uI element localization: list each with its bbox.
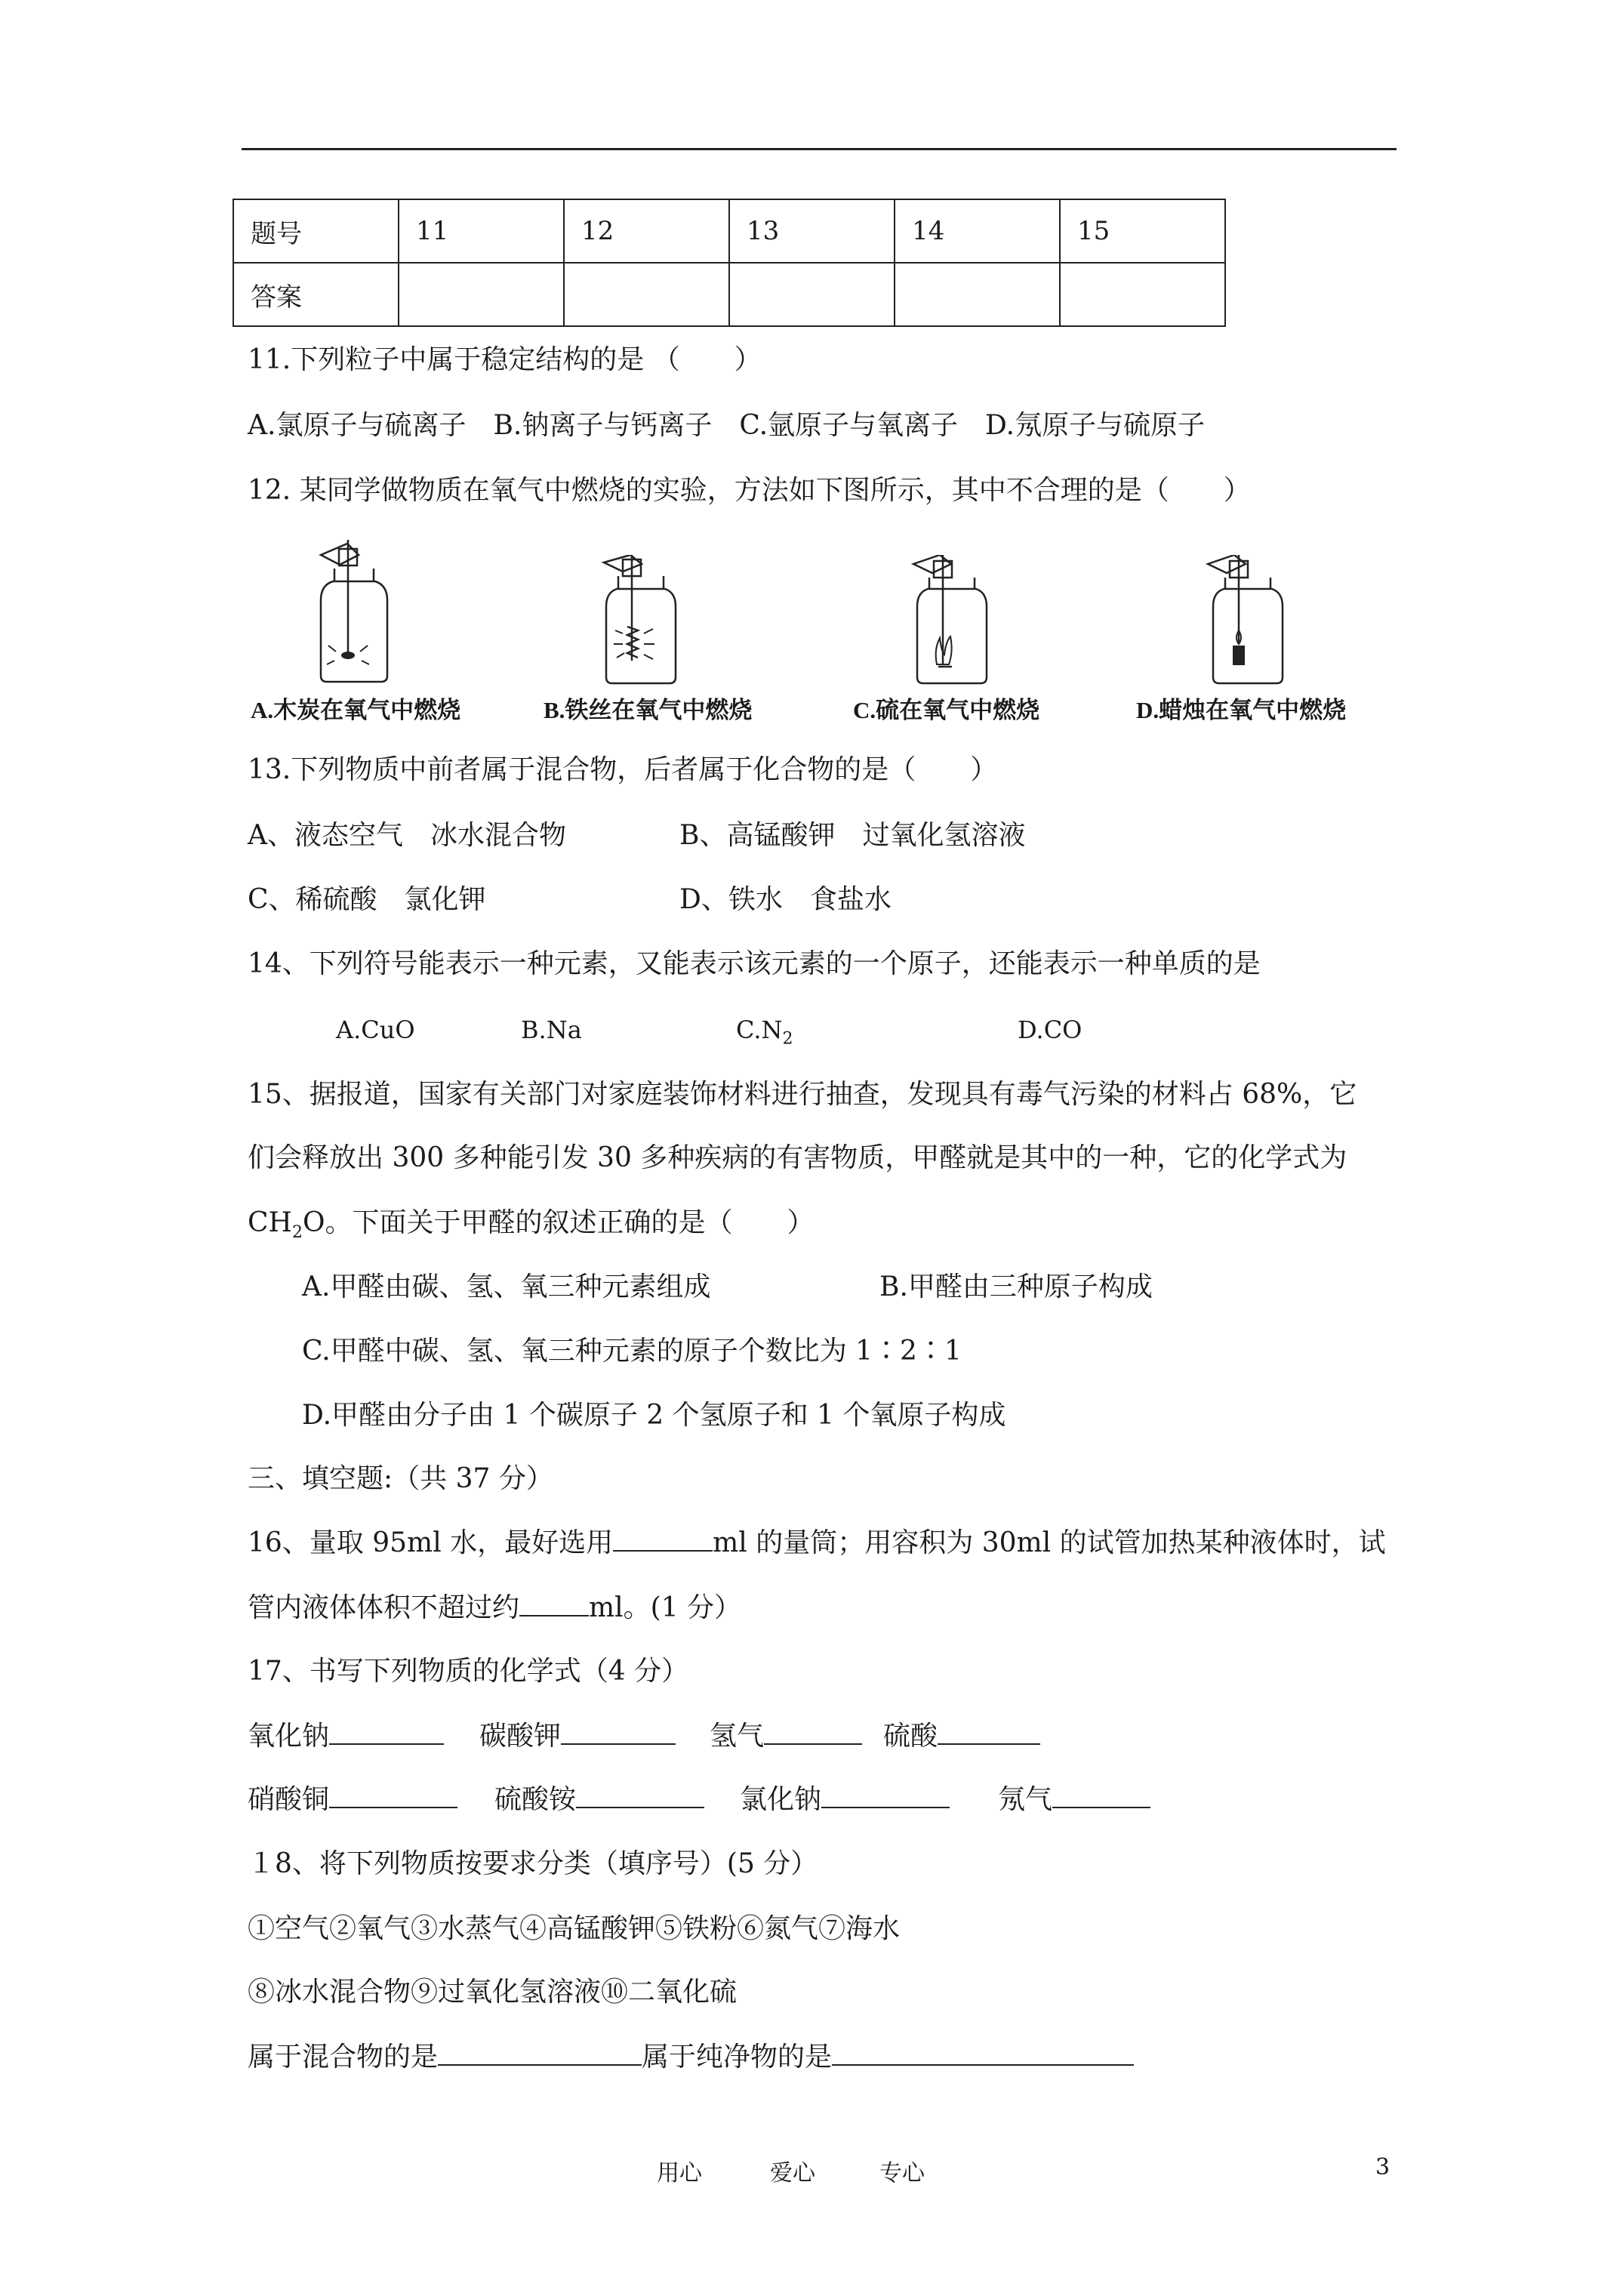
answer-cell[interactable] <box>564 263 729 326</box>
footer-motto-1: 用心 <box>657 2160 702 2187</box>
q13-option-a: A、液态空气 冰水混合物 <box>248 820 566 851</box>
compound-label: 氢气 <box>710 1721 765 1752</box>
q14-stem: 14、下列符号能表示一种元素，又能表示该元素的一个原子，还能表示一种单质的是 <box>248 948 1261 979</box>
iron-wire-bottle-figure <box>600 555 691 687</box>
charcoal-bottle-figure <box>306 540 396 687</box>
sulfur-bottle-figure <box>910 555 1000 687</box>
q17-item <box>479 1720 676 1753</box>
q16-line2 <box>248 1592 741 1625</box>
q15-option-c: C.甲醛中碳、氢、氧三种元素的原子个数比为 1∶2∶1 <box>302 1336 962 1367</box>
q13-option-b: B、高锰酸钾 过氧化氢溶液 <box>679 820 1026 851</box>
q13-stem: 13.下列物质中前者属于混合物，后者属于化合物的是（ ） <box>248 754 998 785</box>
table-cell: 14 <box>895 199 1060 263</box>
answer-blank[interactable] <box>576 1784 704 1808</box>
compound-label: 硫酸铵 <box>494 1784 577 1815</box>
answer-blank[interactable] <box>438 2042 642 2066</box>
table-row <box>233 199 1225 263</box>
q17-item <box>494 1783 704 1817</box>
answer-blank[interactable] <box>329 1721 444 1745</box>
table-cell: 15 <box>1060 199 1225 263</box>
answer-blank[interactable] <box>519 1592 589 1616</box>
q17-item <box>998 1783 1150 1817</box>
figure-caption-b: B.铁丝在氧气中燃烧 <box>544 697 753 723</box>
answer-blank[interactable] <box>764 1721 862 1745</box>
answer-blank[interactable] <box>938 1721 1040 1745</box>
table-cell: 题号 <box>233 199 399 263</box>
q18-list-2: ⑧冰水混合物⑨过氧化氢溶液⑩二氧化硫 <box>248 1977 738 2008</box>
table-cell: 11 <box>399 199 564 263</box>
figure-caption-d: D.蜡烛在氧气中燃烧 <box>1136 697 1347 723</box>
answer-blank[interactable] <box>832 2042 1134 2066</box>
answer-cell[interactable] <box>399 263 564 326</box>
q15-line1: 15、据报道，国家有关部门对家庭装饰材料进行抽查，发现具有毒气污染的材料占 68%，它 <box>248 1079 1357 1110</box>
q11-stem: 11.下列粒子中属于稳定结构的是 （ ） <box>248 344 762 375</box>
answer-cell[interactable] <box>729 263 895 326</box>
q15-line3-text: O。下面关于甲醛的叙述正确的是（ ） <box>302 1207 815 1238</box>
q17-item <box>248 1783 457 1817</box>
table-cell: 13 <box>729 199 895 263</box>
q17-item <box>248 1720 444 1753</box>
footer-motto-3: 专心 <box>879 2160 925 2187</box>
table-cell: 12 <box>564 199 729 263</box>
q15-option-b: B.甲醛由三种原子构成 <box>879 1271 1153 1302</box>
answer-cell[interactable] <box>895 263 1060 326</box>
candle-bottle-figure <box>1204 555 1295 687</box>
answer-blank[interactable] <box>613 1527 713 1552</box>
answer-table <box>233 199 1226 327</box>
q18-list-1: ①空气②氧气③水蒸气④高锰酸钾⑤铁粉⑥氮气⑦海水 <box>248 1913 901 1944</box>
figure-caption-a: A.木炭在氧气中燃烧 <box>251 697 461 723</box>
q18-answer-line <box>248 2041 1134 2074</box>
formula-text: CH <box>248 1207 292 1238</box>
answer-blank[interactable] <box>329 1784 457 1808</box>
mixture-label: 属于混合物的是 <box>248 2042 439 2073</box>
table-cell: 答案 <box>233 263 399 326</box>
q14-option-c <box>736 1013 793 1056</box>
compound-label: 硝酸铜 <box>248 1784 330 1815</box>
q17-item <box>883 1720 1040 1753</box>
q15-line3 <box>248 1207 814 1250</box>
pure-label: 属于纯净物的是 <box>642 2042 833 2073</box>
page-number: 3 <box>1375 2154 1390 2180</box>
q15-option-d: D.甲醛由分子由 1 个碳原子 2 个氢原子和 1 个氧原子构成 <box>302 1400 1006 1431</box>
q16-text: ml。(1 分） <box>589 1592 742 1623</box>
section-heading: 三、填空题:（共 37 分） <box>248 1463 553 1494</box>
compound-label: 氖气 <box>998 1784 1053 1815</box>
answer-blank[interactable] <box>561 1721 676 1745</box>
compound-label: 硫酸 <box>883 1721 938 1752</box>
q13-option-c: C、稀硫酸 氯化钾 <box>248 884 486 915</box>
answer-cell[interactable] <box>1060 263 1225 326</box>
answer-blank[interactable] <box>821 1784 950 1808</box>
q16-text: 管内液体体积不超过约 <box>248 1592 520 1623</box>
table-row <box>233 263 1225 326</box>
q16-text: ml 的量筒；用容积为 30ml 的试管加热某种液体时，试 <box>713 1527 1386 1558</box>
q14-option-d: D.CO <box>1018 1015 1083 1044</box>
q16-line1 <box>248 1527 1386 1560</box>
q14-option-c-text: C.N <box>736 1015 783 1044</box>
q14-option-a: A.CuO <box>336 1015 415 1044</box>
q13-option-d: D、铁水 食盐水 <box>679 884 892 915</box>
compound-label: 氧化钠 <box>248 1721 330 1752</box>
q17-item <box>710 1720 862 1753</box>
q16-text: 16、量取 95ml 水，最好选用 <box>248 1527 614 1558</box>
q17-stem: 17、书写下列物质的化学式（4 分） <box>248 1656 689 1687</box>
q11-options: A.氯原子与硫离子 B.钠离子与钙离子 C.氩原子与氧离子 D.氖原子与硫原子 <box>248 410 1206 441</box>
q15-line2: 们会释放出 300 多种能引发 30 多种疾病的有害物质，甲醛就是其中的一种，它的化学式为 <box>248 1142 1347 1173</box>
q18-stem: １8、将下列物质按要求分类（填序号）(5 分） <box>248 1848 818 1879</box>
figure-caption-c: C.硫在氧气中燃烧 <box>853 697 1040 723</box>
q12-stem: 12. 某同学做物质在氧气中燃烧的实验，方法如下图所示，其中不合理的是（ ） <box>248 475 1251 506</box>
subscript: 2 <box>782 1029 793 1049</box>
answer-blank[interactable] <box>1052 1784 1150 1808</box>
compound-label: 碳酸钾 <box>479 1721 562 1752</box>
footer-motto-2: 爱心 <box>770 2160 815 2187</box>
q14-option-b: B.Na <box>521 1015 582 1044</box>
compound-label: 氯化钠 <box>740 1784 822 1815</box>
header-rule <box>242 148 1397 150</box>
q17-item <box>740 1783 950 1817</box>
subscript: 2 <box>291 1223 303 1243</box>
q15-option-a: A.甲醛由碳、氢、氧三种元素组成 <box>302 1271 711 1302</box>
